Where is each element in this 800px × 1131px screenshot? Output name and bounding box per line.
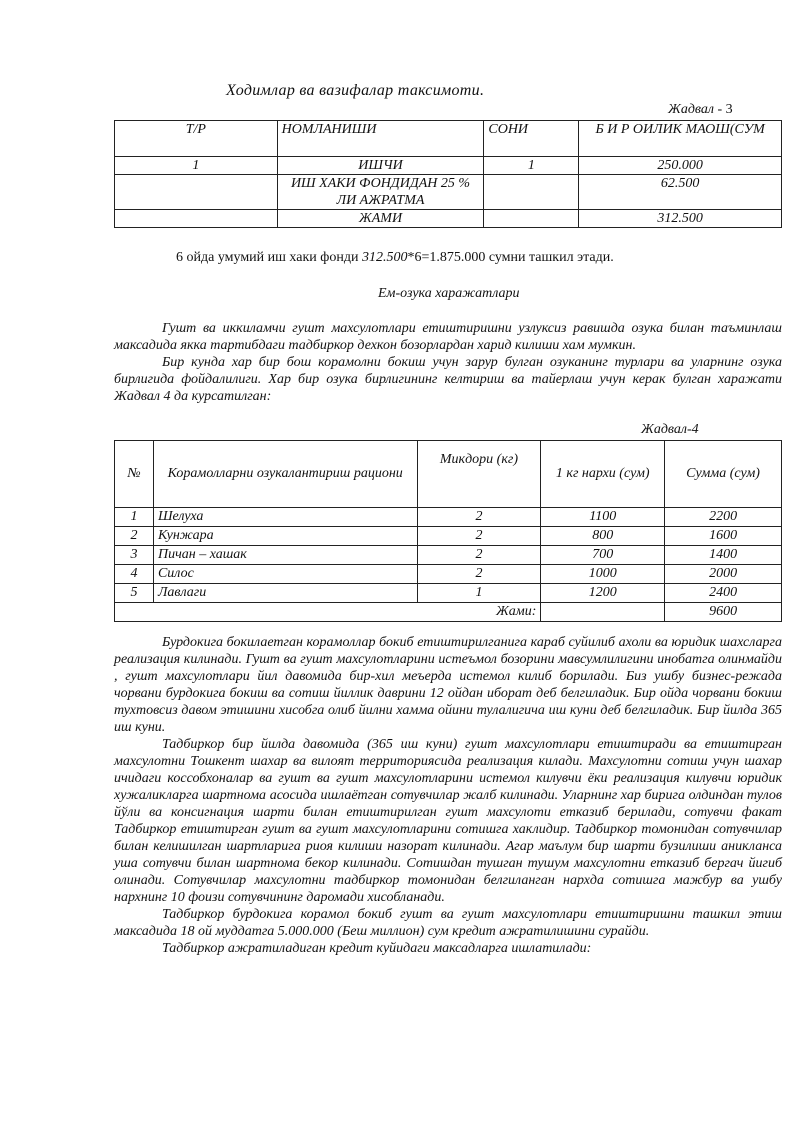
total-value: 9600 — [665, 603, 782, 622]
table-row — [115, 546, 782, 565]
table-cell: 1 — [417, 584, 541, 603]
table-cell: 1100 — [541, 508, 665, 527]
table-cell: 4 — [115, 565, 154, 584]
table-cell: 2 — [115, 527, 154, 546]
wage-fund-sentence — [176, 250, 614, 266]
paragraph: Тадбиркор бурдокига корамол бокиб гушт ва гушт махсулотлари етиштиришни ташкил этиш максадида 18 ой муддатга 5.000.000 (Беш миллион) сум кредит ажратилишини сурайди. — [114, 907, 782, 939]
paragraph-block-2 — [114, 634, 782, 957]
table-total-row — [115, 603, 782, 622]
table-cell: 2 — [417, 565, 541, 584]
table-row — [115, 210, 782, 228]
title-staff-distribution: Ходимлар ва вазифалар таксимоти. — [226, 82, 485, 99]
table-cell: 3 — [115, 546, 154, 565]
table-cell — [484, 210, 579, 228]
table1-label-text: Жадвал - — [668, 102, 726, 117]
table-row — [115, 508, 782, 527]
table2-label: Жадвал-4 — [641, 422, 699, 437]
paragraph: Гушт ва иккиламчи гушт махсулотлари етиштиришни узлуксиз равишда озука билан таъминлаш максадида якка тартибдаги тадбиркор дехкон бозорлардан харид килиши хам мумкин. — [114, 321, 782, 353]
paragraph-block-1 — [114, 320, 782, 405]
total-label: Жами: — [115, 603, 541, 622]
wage-fund-suffix: *6=1.875.000 сумни ташкил этади. — [407, 250, 614, 265]
table-cell: 1000 — [541, 565, 665, 584]
wage-fund-prefix: 6 ойда умумий иш хаки фонди — [176, 250, 362, 265]
table1-label — [668, 102, 733, 118]
header-cell: Б И Р ОИЛИК МАОШ(СУМ — [579, 121, 782, 157]
table-cell: 2400 — [665, 584, 782, 603]
table-cell: ИШ ХАКИ ФОНДИДАН 25 % ЛИ АЖРАТМА — [277, 175, 484, 210]
table-cell: 1 — [115, 508, 154, 527]
table-cell — [541, 603, 665, 622]
table-cell: 250.000 — [579, 157, 782, 175]
header-cell: Сумма (сум) — [665, 441, 782, 508]
table-cell: 62.500 — [579, 175, 782, 210]
table-header-row — [115, 121, 782, 157]
paragraph: Тадбиркор ажратиладиган кредит куйидаги максадларга ишлатилади: — [162, 941, 592, 956]
table-row — [115, 157, 782, 175]
paragraph: Бир кунда хар бир бош корамолни бокиш учун зарур булган озуканинг турлари ва уларнинг озука бирлигида фойдалилиги. Хар бир озука бирлигининг келтириш ва тайерлаш учун керак булган харажати Жадвал 4 да курсатилган: — [114, 355, 782, 404]
table-row — [115, 527, 782, 546]
table-cell — [115, 175, 278, 210]
table-cell: 1600 — [665, 527, 782, 546]
table-cell: 312.500 — [579, 210, 782, 228]
table-cell: 2000 — [665, 565, 782, 584]
header-cell: 1 кг нархи (сум) — [541, 441, 665, 508]
header-cell: Т/Р — [115, 121, 278, 157]
table-cell: 1400 — [665, 546, 782, 565]
table-row — [115, 584, 782, 603]
table-cell: Кунжара — [153, 527, 417, 546]
header-cell: Микдори (кг) — [417, 441, 541, 508]
table-header-row — [115, 441, 782, 508]
table-cell: 2 — [417, 508, 541, 527]
table-cell: Шелуха — [153, 508, 417, 527]
table-cell: 1 — [115, 157, 278, 175]
table-cell: 2 — [417, 527, 541, 546]
table-row — [115, 565, 782, 584]
table-cell: Пичан – хашак — [153, 546, 417, 565]
table-cell: 2 — [417, 546, 541, 565]
table-cell: Силос — [153, 565, 417, 584]
table-cell: 800 — [541, 527, 665, 546]
table-cell: 2200 — [665, 508, 782, 527]
section-title-feed-costs: Ем-озука харажатлари — [378, 286, 520, 301]
table-cell: ИШЧИ — [277, 157, 484, 175]
header-cell: СОНИ — [484, 121, 579, 157]
header-cell: НОМЛАНИШИ — [277, 121, 484, 157]
table-cell — [484, 175, 579, 210]
table-cell: 5 — [115, 584, 154, 603]
staff-table — [114, 120, 782, 228]
table-cell: 1200 — [541, 584, 665, 603]
feed-table — [114, 440, 782, 622]
table1-label-number: 3 — [725, 102, 733, 117]
table-cell: Лавлаги — [153, 584, 417, 603]
header-cell: № — [115, 441, 154, 508]
table-row — [115, 175, 782, 210]
paragraph: Бурдокига бокилаетган корамоллар бокиб етиштирилганига караб суйилиб ахоли ва юридик шахсларга реализация килинади. Гушт ва гушт махсулотларини истеъмол бозорини мавсумлилигини инобатга олинмайди , гушт махсулотлари йил давомида бир-хил меъерда истемол килиб борилади. Биз ушбу бизнес-режада чорвани бурдокига бокиш ва сотиш йиллик даврини 12 ойдан иборат деб белгиладик. Бир ойда чорвани бокиш тухтовсиз давом этишини хисобга олиб йилни хамма ойини тулалигича иш куни деб белгиладик. Бир йилда 365 иш куни. — [114, 635, 782, 735]
table-cell — [115, 210, 278, 228]
wage-fund-value: 312.500 — [361, 250, 408, 265]
table-cell: ЖАМИ — [277, 210, 484, 228]
header-cell: Корамолларни озукалантириш рациони — [153, 441, 417, 508]
table-cell: 700 — [541, 546, 665, 565]
paragraph: Тадбиркор бир йилда давомида (365 иш куни) гушт махсулотлари етиштиради ва етиштирган махсулотни Тошкент шахар ва вилоят территориясида реализация килади. Махсулотни сотиш учун шахар ичидаги коссобхоналар ва гушт ва гушт махсулотларини истемол килувчи ёки реализация килувчи юридик хужаликларга шартнома асосида ишлаётган сотувчилар жалб килинади. Уларнинг хар бирига олдиндан тулов йўли ва консигнация шарти билан етиштирилган гушт махсулоти етказиб берилади, сотувчи факат Тадбиркор етиштирган гушт ва гушт махсулотларини сотишга хаклидир. Тадбиркор томонидан сотувчилар билан келишилган шартларига риоя килиши назорат килинади. Агар маълум бир шарти бузилиши аникланса уша сотувчи билан шартнома бекор килинади. Сотишдан тушган тушум махсулотни етказиб бергач йигиб олинади. Сотувчилар махсулотни тадбиркор томонидан белгиланган нархда сотишга мажбур ва ушбу нархнинг 10 фоизи сотувчининг даромади хисобланади. — [114, 737, 782, 905]
table-cell: 1 — [484, 157, 579, 175]
